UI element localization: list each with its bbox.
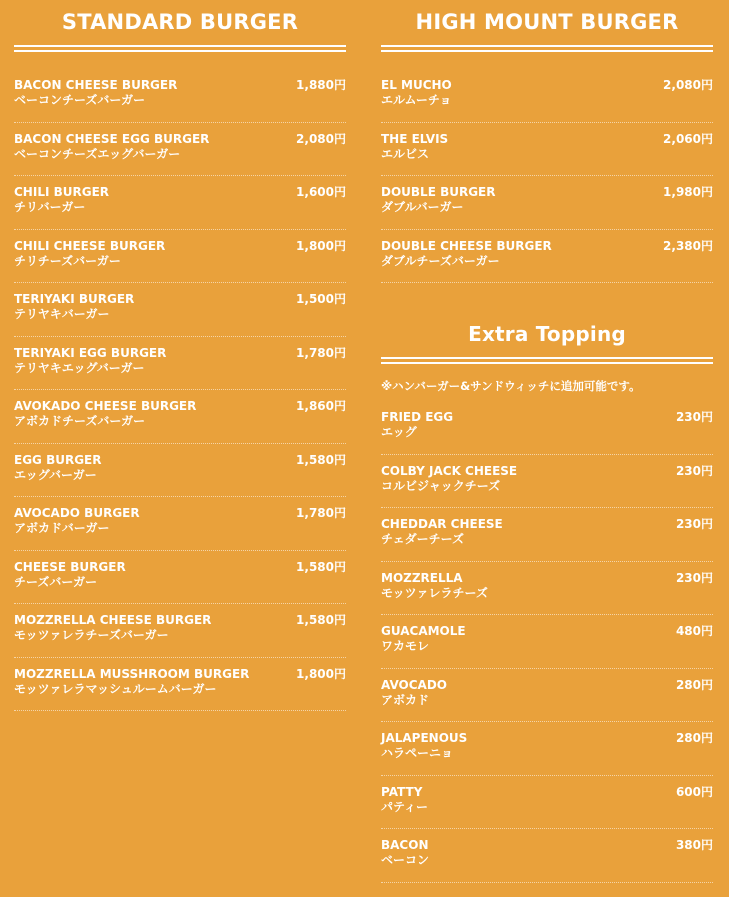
item-name-en: THE ELVIS [381,131,449,146]
menu-item [381,401,713,455]
item-price: 280円 [675,677,713,692]
menu-item [381,562,713,616]
menu-item [381,508,713,562]
item-name-ja: パティー [381,799,429,814]
menu-item [381,455,713,509]
item-price: 2,080円 [663,78,713,92]
menu-item [14,69,346,123]
item-name-en: COLBY JACK CHEESE [381,463,518,478]
item-name-en: EL MUCHO [381,78,452,92]
menu-item [14,337,346,391]
item-price: 1,500円 [296,292,346,306]
item-name-en: AVOKADO CHEESE BURGER [14,399,197,413]
item-name-en: FRIED EGG [381,410,454,424]
item-name-ja: エッグ [381,425,417,439]
item-price: 1,780円 [296,345,346,360]
menu-item [14,283,346,337]
item-name-en: BACON CHEESE BURGER [14,78,178,92]
item-name-ja: アボカドバーガー [14,521,110,535]
item-name-en: CHEESE BURGER [14,559,126,574]
item-name-en: PATTY [381,784,423,799]
item-name-en: CHILI CHEESE BURGER [14,238,166,253]
item-name-ja: ベーコンチーズエッグバーガー [14,146,181,161]
item-name-en: AVOCADO BURGER [14,506,140,520]
item-name-en: BACON CHEESE EGG BURGER [14,131,210,146]
menu-item [14,551,346,605]
right-column [381,0,713,883]
item-name-en: EGG BURGER [14,452,102,467]
menu-item [14,230,346,284]
item-price: 230円 [675,463,713,478]
item-name-ja: チーズバーガー [14,574,98,589]
item-name-en: TERIYAKI BURGER [14,292,135,306]
high-mount-burger-list [381,69,713,283]
item-name-ja: エルビス [381,146,430,161]
extra-topping-title: Extra Topping [468,322,626,346]
item-name-en: DOUBLE BURGER [381,185,496,199]
item-name-ja: チリバーガー [14,200,86,214]
menu-item [14,497,346,551]
item-name-ja: モッツァレラチーズバーガー [14,628,169,642]
item-name-ja: テリヤキエッグバーガー [14,360,145,375]
item-price: 2,380円 [663,238,713,253]
item-price: 280円 [675,731,713,745]
menu-item [381,176,713,230]
menu-item [14,390,346,444]
menu-item [14,176,346,230]
high-mount-burger-title: HIGH MOUNT BURGER [415,10,679,34]
item-name-ja: ダブルバーガー [381,200,464,214]
item-price: 1,980円 [663,185,713,199]
item-name-ja: ワカモレ [381,639,430,653]
item-name-ja: モッツァレラマッシュルームバーガー [14,681,217,696]
item-name-en: CHILI BURGER [14,185,110,199]
item-price: 1,580円 [296,613,346,627]
item-name-ja: モッツァレラチーズ [381,585,488,600]
item-price: 1,800円 [296,238,346,253]
menu-item [14,444,346,498]
item-price: 1,880円 [296,78,346,92]
item-name-en: CHEDDAR CHEESE [381,517,503,531]
menu-item [381,776,713,830]
item-price: 1,860円 [296,399,346,413]
standard-burger-title: STANDARD BURGER [61,10,299,34]
topping-note: ※ハンバーガー&サンドウィッチに追加可能です。 [381,379,641,393]
item-name-ja: エルムーチョ [381,93,452,107]
item-name-en: TERIYAKI EGG BURGER [14,345,167,360]
item-price: 230円 [675,517,713,531]
menu-item [14,604,346,658]
item-price: 2,060円 [663,131,713,146]
item-price: 230円 [675,410,713,424]
item-name-ja: テリヤキバーガー [14,307,110,321]
item-name-en: DOUBLE CHEESE BURGER [381,238,552,253]
menu-item [381,829,713,883]
item-name-ja: ダブルチーズバーガー [381,253,500,268]
item-price: 1,780円 [296,506,346,520]
menu-item [14,123,346,177]
menu-item [14,658,346,712]
standard-burger-list [14,69,346,711]
extra-topping-section [381,321,713,883]
item-name-en: JALAPENOUS [381,731,468,745]
item-price: 380円 [675,838,713,852]
item-price: 1,580円 [296,559,346,574]
menu-item [381,722,713,776]
item-name-en: MOZZRELLA [381,570,463,585]
item-name-en: MOZZRELLA MUSSHROOM BURGER [14,666,250,681]
item-name-ja: チェダーチーズ [381,532,465,546]
menu-item [381,123,713,177]
item-price: 1,600円 [296,185,346,199]
item-name-ja: エッグバーガー [14,467,97,482]
extra-topping-list [381,401,713,883]
title-divider [14,45,346,52]
item-price: 600円 [675,784,713,799]
title-divider [381,45,713,52]
item-name-ja: アボカド [381,692,430,707]
item-price: 230円 [675,570,713,585]
title-divider [381,357,713,364]
item-name-en: MOZZRELLA CHEESE BURGER [14,613,212,627]
menu-item [381,615,713,669]
item-name-en: AVOCADO [381,677,448,692]
item-name-en: BACON [381,838,429,852]
item-name-ja: アボカドチーズバーガー [14,414,146,428]
item-name-ja: チリチーズバーガー [14,253,121,268]
item-price: 1,580円 [296,452,346,467]
item-name-ja: ベーコンチーズバーガー [14,93,146,107]
item-price: 480円 [675,624,713,638]
menu-item [381,69,713,123]
item-name-ja: コルビジャックチーズ [381,478,501,493]
item-name-ja: ハラペーニョ [381,746,454,760]
standard-burger-column [14,0,346,711]
menu-item [381,230,713,284]
menu-item [381,669,713,723]
item-name-ja: ベーコン [381,853,430,867]
item-price: 2,080円 [296,131,346,146]
item-price: 1,800円 [296,666,346,681]
item-name-en: GUACAMOLE [381,624,466,638]
